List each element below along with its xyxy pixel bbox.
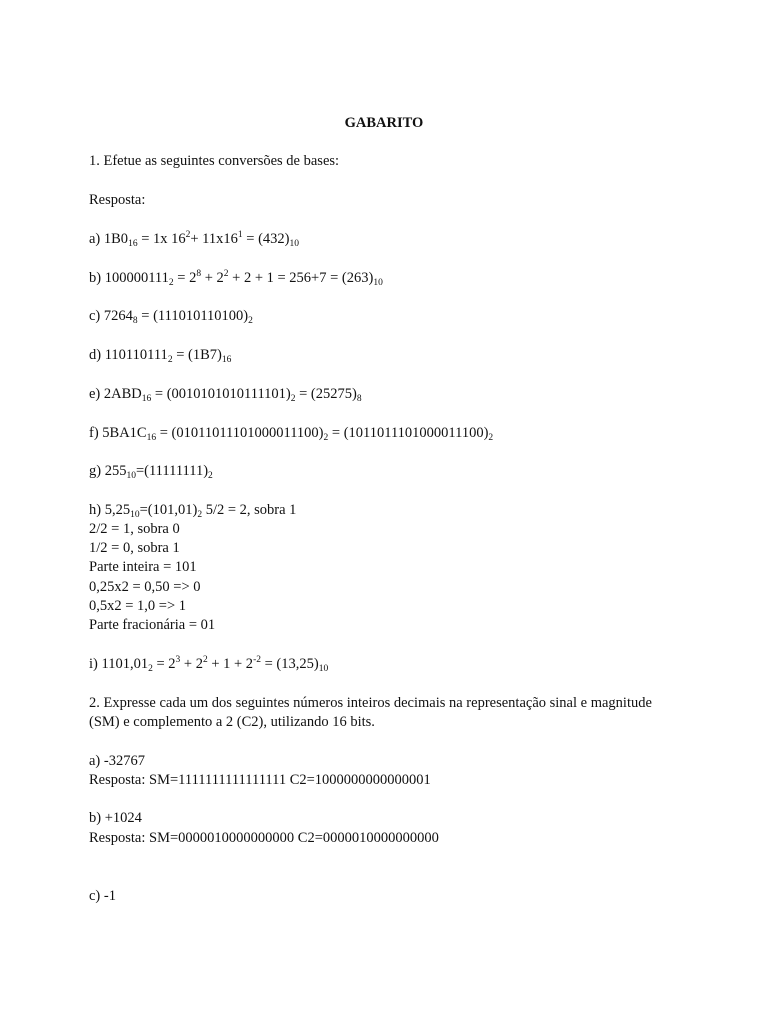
- answer-label: Resposta:: [89, 192, 146, 208]
- answer-b: b) $100000111_2 = 2^8 + 2^2 + 2 + 1 = 256+7 = (263)_{10}$: [89, 269, 383, 288]
- answer-h-step: 0,25x2 = 0,50 => 0: [89, 579, 201, 595]
- answer-f: f) $5BA1C_{16} = (01011011101000011100)_2 = (1011011101000011100)_2$: [89, 425, 494, 443]
- answer-h-step: 1/2 = 0, sobra 1: [89, 540, 180, 556]
- question-1-heading: 1. Efetue as seguintes conversões de bases:: [89, 153, 340, 169]
- answer-i: i) $1101,01_2 = 2^3 + 2^2 + 1 + 2^{-2} = (13,25)_{10}$: [89, 655, 329, 674]
- answer-e: e) $2ABD_{16} = (0010101010111101)_2 = (25275)_8$: [89, 386, 362, 404]
- page-title: GABARITO: [344, 115, 424, 131]
- answer-c: c) $7264_8 = (111010110100)_2$: [89, 308, 253, 326]
- answer-g: g) $255_{10}=(11111111)_2$: [89, 463, 213, 481]
- item-2b-answer: Resposta: SM=0000010000000000 C2=0000010000000000: [89, 830, 439, 846]
- answer-h-step: 2/2 = 1, sobra 0: [89, 521, 180, 537]
- answer-h-step: Parte fracionária = 01: [89, 617, 216, 633]
- item-2a-label: a) -32767: [89, 753, 145, 769]
- item-2a-answer: Resposta: SM=1111111111111111 C2=1000000000000001: [89, 772, 431, 788]
- item-2b-label: b) +1024: [89, 810, 142, 826]
- answer-h: h) $5,25_{10}=(101,01)_2$ 5/2 = 2, sobra 1: [89, 502, 297, 520]
- answer-d: d) $110110111_2 = (1B7)_{16}$: [89, 347, 232, 365]
- item-2c-label: c) -1: [89, 888, 116, 904]
- answer-a: a) $1B0_{16} = 1x$ $16^2+ 11x16^1 = (432)_{10}$: [89, 230, 299, 249]
- question-2-heading-cont: (SM) e complemento a 2 (C2), utilizando 16 bits.: [89, 714, 375, 730]
- answer-h-step: 0,5x2 = 1,0 => 1: [89, 598, 187, 614]
- question-2-heading: 2. Expresse cada um dos seguintes números inteiros decimais na representação sinal e magnitude: [89, 695, 652, 711]
- answer-h-step: Parte inteira = 101: [89, 559, 197, 575]
